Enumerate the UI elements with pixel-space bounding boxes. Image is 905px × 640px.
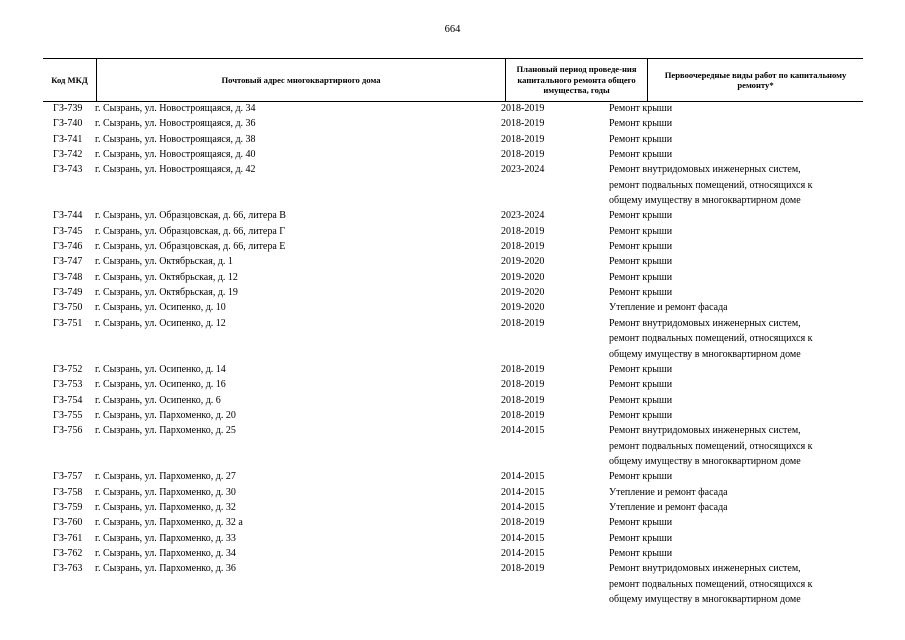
row-address: г. Сызрань, ул. Пархоменко, д. 36	[95, 563, 236, 575]
table-row	[0, 101, 905, 116]
row-works: Ремонт крыши	[609, 363, 673, 375]
table-row	[0, 469, 905, 484]
row-address: г. Сызрань, ул. Образцовская, д. 66, литера Е	[95, 241, 286, 253]
table-row	[0, 239, 905, 254]
row-works: Ремонт внутридомовых инженерных систем, ремонт подвальных помещений, относящихся к общему имуществу в многоквартирном доме	[609, 164, 813, 207]
row-address: г. Сызрань, ул. Осипенко, д. 16	[95, 379, 226, 391]
row-period: 2014-2015	[501, 471, 545, 483]
row-period: 2018-2019	[501, 517, 545, 529]
row-period: 2018-2019	[501, 409, 545, 421]
row-period: 2023-2024	[501, 210, 545, 222]
row-address: г. Сызрань, ул. Пархоменко, д. 32	[95, 501, 236, 513]
row-works: Ремонт крыши	[609, 210, 673, 222]
table-row	[0, 561, 905, 607]
row-address: г. Сызрань, ул. Осипенко, д. 12	[95, 317, 226, 329]
row-code: ГЗ-760	[53, 517, 83, 529]
table-row	[0, 362, 905, 377]
row-code: ГЗ-753	[53, 379, 83, 391]
row-address: г. Сызрань, ул. Новостроящаяся, д. 40	[95, 149, 256, 161]
row-address: г. Сызрань, ул. Осипенко, д. 10	[95, 302, 226, 314]
row-works: Ремонт крыши	[609, 409, 673, 421]
row-period: 2014-2015	[501, 486, 545, 498]
row-works: Утепление и ремонт фасада	[609, 302, 728, 314]
row-code: ГЗ-746	[53, 241, 83, 253]
row-code: ГЗ-748	[53, 271, 83, 283]
row-works: Ремонт крыши	[609, 271, 673, 283]
header-code: Код МКД	[51, 74, 88, 85]
row-period: 2018-2019	[501, 394, 545, 406]
row-period: 2014-2015	[501, 425, 545, 437]
header-address: Почтовый адрес многоквартирного дома	[96, 59, 505, 101]
row-code: ГЗ-761	[53, 532, 83, 544]
row-address: г. Сызрань, ул. Пархоменко, д. 20	[95, 409, 236, 421]
row-period: 2014-2015	[501, 501, 545, 513]
row-address: г. Сызрань, ул. Октябрьская, д. 1	[95, 256, 233, 268]
table-row	[0, 132, 905, 147]
row-period: 2014-2015	[501, 548, 545, 560]
row-address: г. Сызрань, ул. Образцовская, д. 66, литера Г	[95, 225, 286, 237]
row-works: Ремонт крыши	[609, 118, 673, 130]
row-address: г. Сызрань, ул. Октябрьская, д. 12	[95, 271, 238, 283]
row-address: г. Сызрань, ул. Пархоменко, д. 32 а	[95, 517, 243, 529]
row-address: г. Сызрань, ул. Осипенко, д. 14	[95, 363, 226, 375]
row-period: 2018-2019	[501, 225, 545, 237]
row-code: ГЗ-763	[53, 563, 83, 575]
row-works: Ремонт крыши	[609, 471, 673, 483]
row-address: г. Сызрань, ул. Пархоменко, д. 30	[95, 486, 236, 498]
row-address: г. Сызрань, ул. Пархоменко, д. 34	[95, 548, 236, 560]
row-code: ГЗ-754	[53, 394, 83, 406]
table-row	[0, 316, 905, 362]
row-code: ГЗ-742	[53, 149, 83, 161]
row-code: ГЗ-739	[53, 103, 83, 114]
row-code: ГЗ-745	[53, 225, 83, 237]
row-works: Ремонт крыши	[609, 379, 673, 391]
row-period: 2019-2020	[501, 256, 545, 268]
row-works: Ремонт крыши	[609, 256, 673, 268]
row-period: 2018-2019	[501, 103, 545, 114]
row-address: г. Сызрань, ул. Осипенко, д. 6	[95, 394, 221, 406]
row-works: Ремонт внутридомовых инженерных систем, ремонт подвальных помещений, относящихся к общему имуществу в многоквартирном доме	[609, 563, 813, 606]
row-works: Ремонт крыши	[609, 517, 673, 529]
table-row	[0, 377, 905, 392]
row-works: Утепление и ремонт фасада	[609, 501, 728, 513]
row-works: Ремонт крыши	[609, 133, 673, 145]
row-works: Ремонт крыши	[609, 287, 673, 299]
row-address: г. Сызрань, ул. Новостроящаяся, д. 36	[95, 118, 256, 130]
row-period: 2018-2019	[501, 363, 545, 375]
row-period: 2019-2020	[501, 287, 545, 299]
row-address: г. Сызрань, ул. Пархоменко, д. 27	[95, 471, 236, 483]
row-period: 2019-2020	[501, 271, 545, 283]
table-row	[0, 500, 905, 515]
row-works: Ремонт крыши	[609, 394, 673, 406]
row-code: ГЗ-757	[53, 471, 83, 483]
row-works: Ремонт внутридомовых инженерных систем, ремонт подвальных помещений, относящихся к общему имуществу в многоквартирном доме	[609, 425, 813, 467]
page-number: 664	[444, 24, 461, 35]
row-address: г. Сызрань, ул. Пархоменко, д. 33	[95, 532, 236, 544]
row-works: Ремонт крыши	[609, 241, 673, 253]
table-row	[0, 116, 905, 131]
row-code: ГЗ-752	[53, 363, 83, 375]
row-code: ГЗ-756	[53, 425, 83, 437]
table-header	[43, 58, 863, 102]
table-row	[0, 208, 905, 223]
row-code: ГЗ-740	[53, 118, 83, 130]
row-address: г. Сызрань, ул. Пархоменко, д. 25	[95, 425, 236, 437]
table-row	[0, 270, 905, 285]
row-works: Ремонт крыши	[609, 225, 673, 237]
row-address: г. Сызрань, ул. Новостроящаяся, д. 42	[95, 164, 256, 176]
header-works: Первоочередные виды работ по капитальному ремонту*	[647, 59, 863, 101]
row-works: Утепление и ремонт фасада	[609, 486, 728, 498]
row-works: Ремонт внутридомовых инженерных систем, ремонт подвальных помещений, относящихся к общему имуществу в многоквартирном доме	[609, 317, 813, 360]
table-row	[0, 485, 905, 500]
row-code: ГЗ-750	[53, 302, 83, 314]
table-row	[0, 546, 905, 561]
row-period: 2018-2019	[501, 149, 545, 161]
row-code: ГЗ-762	[53, 548, 83, 560]
row-code: ГЗ-759	[53, 501, 83, 513]
row-code: ГЗ-755	[53, 409, 83, 421]
row-period: 2018-2019	[501, 133, 545, 145]
row-period: 2018-2019	[501, 241, 545, 253]
row-period: 2023-2024	[501, 164, 545, 176]
row-works: Ремонт крыши	[609, 532, 673, 544]
row-code: ГЗ-747	[53, 256, 83, 268]
table-body	[0, 101, 905, 607]
row-works: Ремонт крыши	[609, 149, 673, 161]
row-period: 2018-2019	[501, 317, 545, 329]
table-row	[0, 285, 905, 300]
row-address: г. Сызрань, ул. Новостроящаяся, д. 34	[95, 103, 256, 114]
table-row	[0, 423, 905, 469]
table-row	[0, 408, 905, 423]
row-period: 2019-2020	[501, 302, 545, 314]
row-period: 2014-2015	[501, 532, 545, 544]
table-row	[0, 224, 905, 239]
row-works: Ремонт крыши	[609, 548, 673, 560]
table-row	[0, 162, 905, 208]
table-row	[0, 515, 905, 530]
row-code: ГЗ-751	[53, 317, 83, 329]
row-period: 2018-2019	[501, 118, 545, 130]
row-address: г. Сызрань, ул. Образцовская, д. 66, литера В	[95, 210, 286, 222]
table-row	[0, 531, 905, 546]
row-address: г. Сызрань, ул. Октябрьская, д. 19	[95, 287, 238, 299]
row-period: 2018-2019	[501, 563, 545, 575]
table-row	[0, 300, 905, 315]
table-row	[0, 254, 905, 269]
row-address: г. Сызрань, ул. Новостроящаяся, д. 38	[95, 133, 256, 145]
row-code: ГЗ-741	[53, 133, 83, 145]
row-period: 2018-2019	[501, 379, 545, 391]
row-works: Ремонт крыши	[609, 103, 673, 114]
table-row	[0, 393, 905, 408]
row-code: ГЗ-749	[53, 287, 83, 299]
table-row	[0, 147, 905, 162]
row-code: ГЗ-744	[53, 210, 83, 222]
row-code: ГЗ-758	[53, 486, 83, 498]
header-period: Плановый период проведе-ния капитального ремонта общего имущества, годы	[505, 59, 647, 101]
row-code: ГЗ-743	[53, 164, 83, 176]
